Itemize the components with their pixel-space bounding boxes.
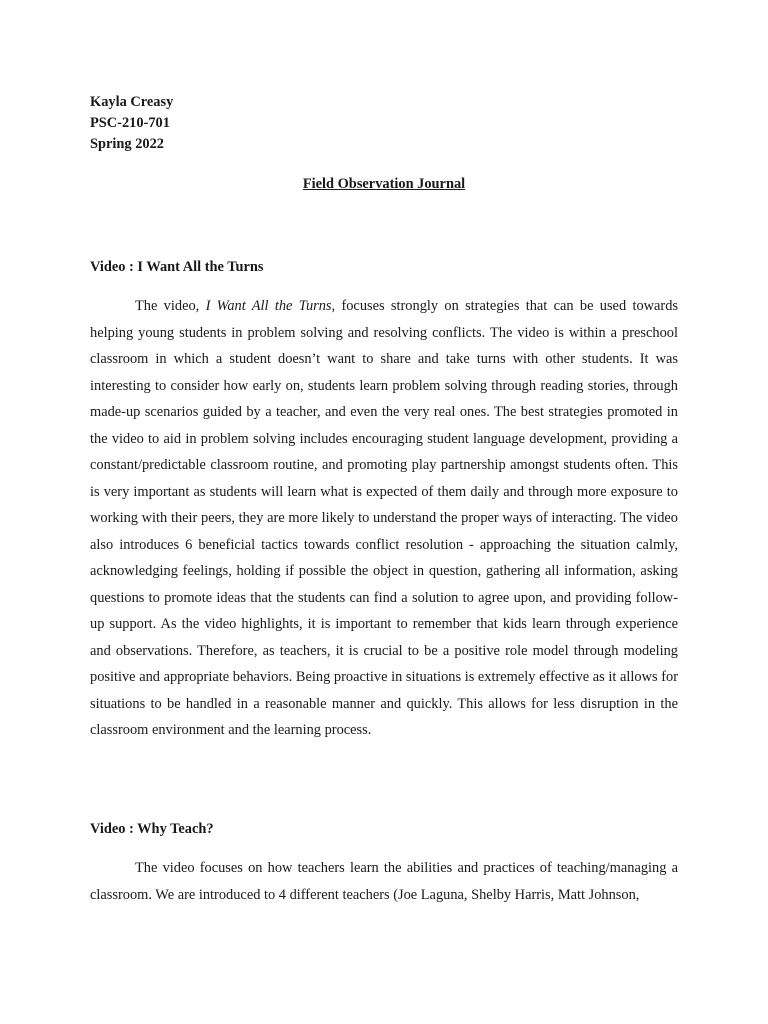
paragraph-1-video-title: I Want All the Turns,: [205, 298, 336, 314]
section-paragraph-1: [90, 293, 678, 744]
author-name: Kayla Creasy: [90, 94, 174, 110]
section-heading-2: Video : Why Teach?: [90, 821, 214, 837]
paragraph-1-prefix: The video,: [135, 298, 206, 314]
section-paragraph-2: The video focuses on how teachers learn the abilities and practices of teaching/managing a classroom. We are introduced to 4 different teachers (Joe Laguna, Shelby Harris, Matt Johnson,: [90, 860, 678, 903]
section-heading-1: Video : I Want All the Turns: [90, 259, 264, 275]
document-title: Field Observation Journal: [302, 176, 466, 192]
course-code: PSC-210-701: [90, 115, 170, 131]
term: Spring 2022: [90, 136, 164, 152]
paragraph-1-body: focuses strongly on strategies that can be used towards helping young students in problem solving and resolving conflicts. The video is within a preschool classroom in which a student doesn’t want to share and take turns with other students. It was interesting to consider how early on, students learn problem solving through reading stories, through made-up scenarios guided by a teacher, and even the very real ones. The best strategies promoted in the video to aid in problem solving includes encouraging student language development, providing a constant/predictable classroom routine, and promoting play partnership amongst students often. This is very important as students will learn what is expected of them daily and through more exposure to working with their peers, they are more likely to understand the proper ways of interacting. The video also introduces 6 beneficial tactics towards conflict resolution - approaching the situation calmly, acknowledging feelings, holding if possible the object in question, gathering all information, asking questions to promote ideas that the students can find a solution to agree upon, and providing follow-up support. As the video highlights, it is important to remember that kids learn through experience and observations. Therefore, as teachers, it is crucial to be a positive role model through modeling positive and appropriate behaviors. Being proactive in situations is extremely effective as it allows for situations to be handled in a reasonable manner and quickly. This allows for less disruption in the classroom environment and the learning process.: [90, 298, 679, 738]
